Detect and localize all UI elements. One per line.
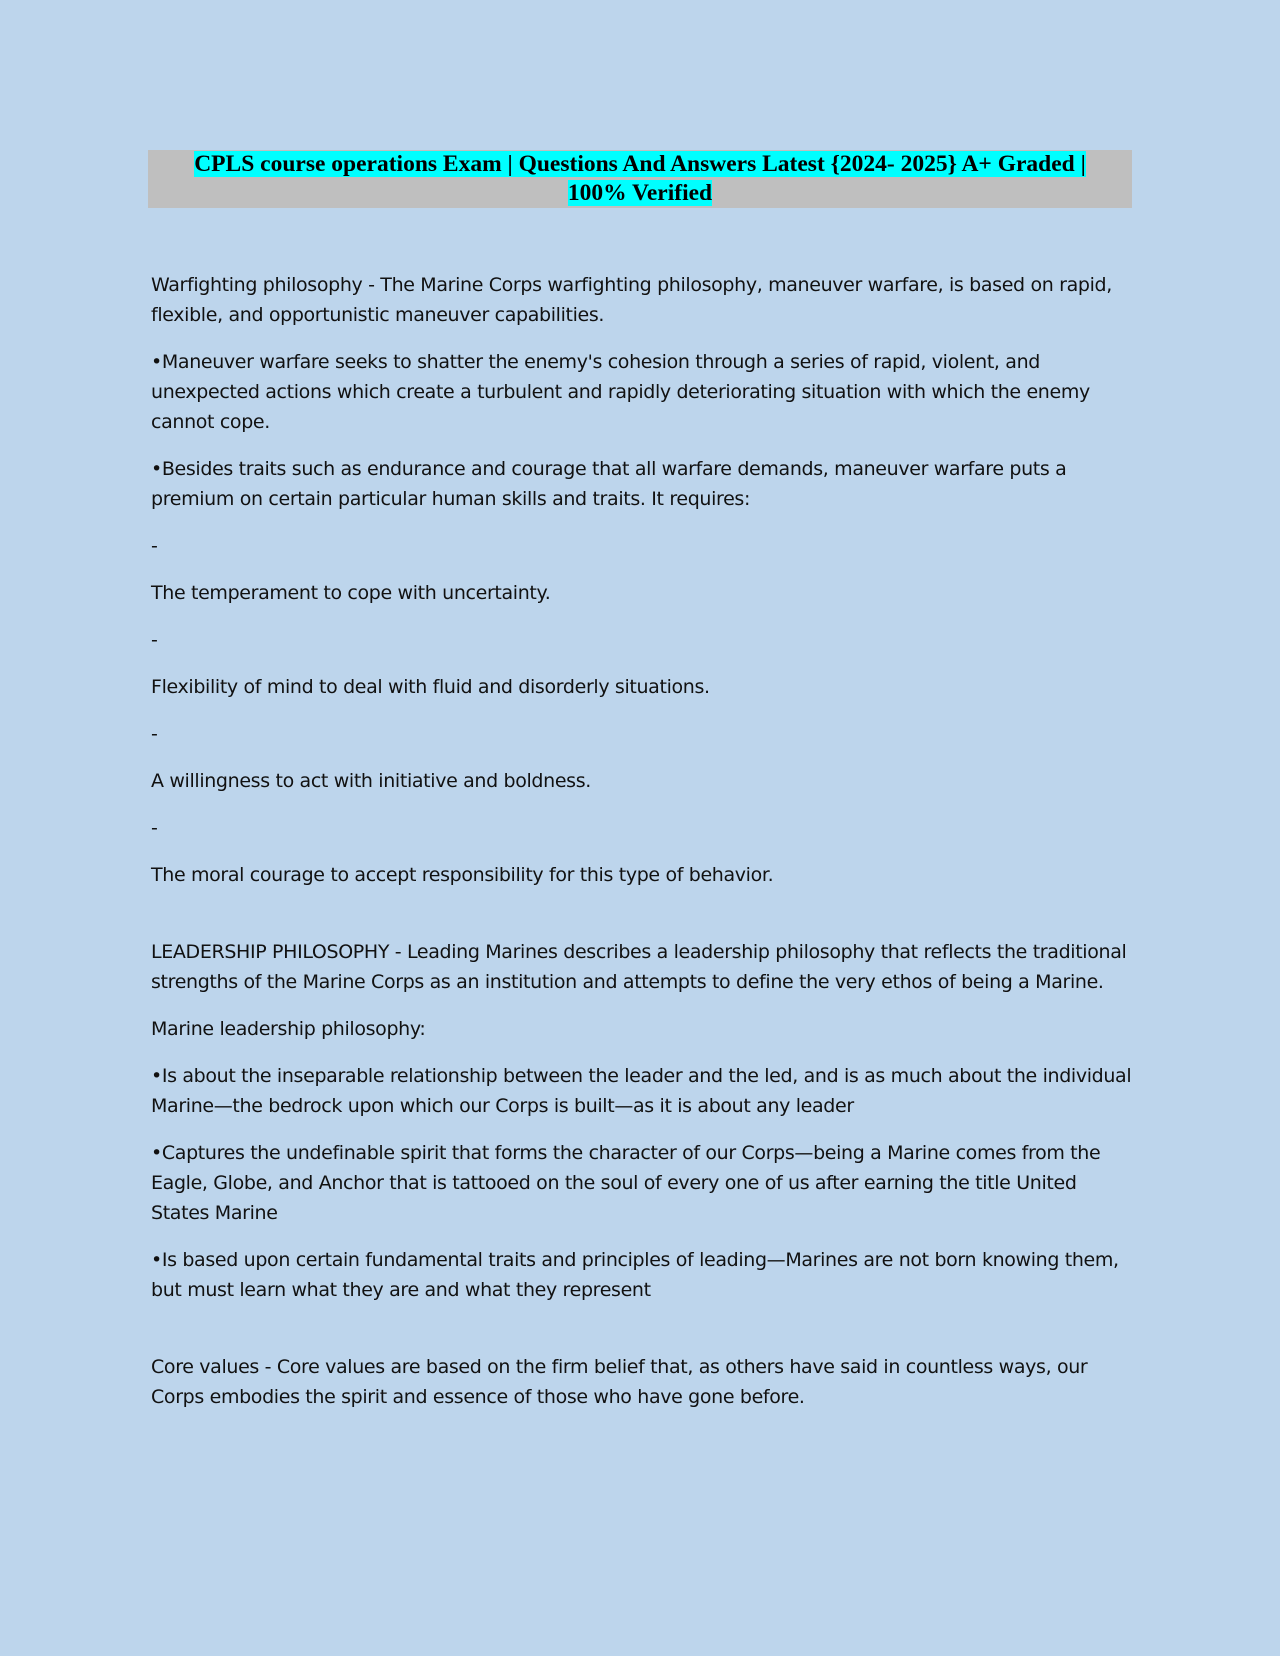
title-line-2: 100% Verified	[567, 180, 713, 206]
paragraph-leadership-bullet: •Is based upon certain fundamental traits and principles of leading—Marines are not born knowing them, but must learn what they are and what they represent	[151, 1249, 1119, 1301]
list-dash: -	[151, 817, 158, 839]
list-dash: -	[151, 723, 158, 745]
title-line-1: CPLS course operations Exam | Questions And Answers Latest {2024- 2025} A+ Graded |	[194, 151, 1086, 177]
list-item: Flexibility of mind to deal with fluid and disorderly situations.	[151, 676, 710, 698]
document-title	[148, 150, 1132, 208]
paragraph-traits-bullet: •Besides traits such as endurance and courage that all warfare demands, maneuver warfare puts a premium on certain particular human skills and traits. It requires:	[151, 458, 1067, 510]
list-item: The temperament to cope with uncertainty.	[151, 582, 551, 604]
list-item: A willingness to act with initiative and boldness.	[151, 770, 591, 792]
paragraph-leadership-bullet: •Captures the undefinable spirit that forms the character of our Corps—being a Marine comes from the Eagle, Globe, and Anchor that is tattooed on the soul of every one of us after earning the title United States Marine	[151, 1142, 1101, 1224]
paragraph-marine-leadership-heading: Marine leadership philosophy:	[151, 1018, 426, 1040]
paragraph-maneuver-warfare-bullet: •Maneuver warfare seeks to shatter the enemy's cohesion through a series of rapid, violent, and unexpected actions which create a turbulent and rapidly deteriorating situation with which the enemy cannot cope.	[151, 351, 1090, 433]
paragraph-warfighting-philosophy: Warfighting philosophy - The Marine Corps warfighting philosophy, maneuver warfare, is based on rapid, flexible, and opportunistic maneuver capabilities.	[151, 274, 1112, 326]
list-dash: -	[151, 629, 158, 651]
paragraph-leadership-bullet: •Is about the inseparable relationship between the leader and the led, and is as much about the individual Marine—the bedrock upon which our Corps is built—as it is about any leader	[151, 1065, 1132, 1117]
paragraph-leadership-philosophy: LEADERSHIP PHILOSOPHY - Leading Marines describes a leadership philosophy that reflects the traditional strengths of the Marine Corps as an institution and attempts to define the very ethos of being a Marine.	[151, 941, 1127, 993]
document-body	[151, 270, 1136, 1429]
list-dash: -	[151, 535, 158, 557]
list-item: The moral courage to accept responsibility for this type of behavior.	[151, 864, 774, 886]
paragraph-core-values: Core values - Core values are based on the firm belief that, as others have said in countless ways, our Corps embodies the spirit and essence of those who have gone before.	[151, 1356, 1088, 1408]
